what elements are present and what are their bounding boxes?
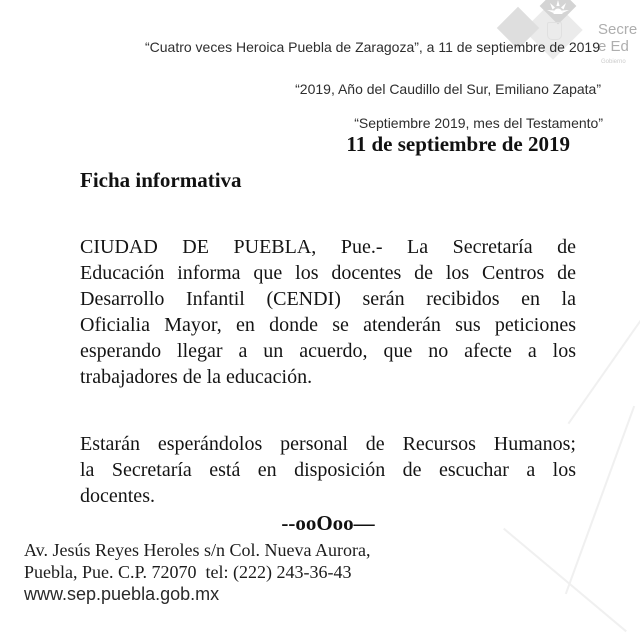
paragraph-line: la Secretaría está en disposición de escuchar a los <box>80 459 576 481</box>
end-of-document-divider: --ooOoo— <box>281 511 375 535</box>
watermark-text-line1: Secre <box>598 21 638 38</box>
header-month-motto-line: “Septiembre 2019, mes del Testamento” <box>354 115 603 131</box>
header-city-date-line: “Cuatro veces Heroica Puebla de Zaragoza”, a 11 de septiembre de 2019 <box>144 39 600 55</box>
footer-address-line2: Puebla, Pue. C.P. 72070 tel: (222) 243-36-43 <box>24 562 352 582</box>
footer-address-line1: Av. Jesús Reyes Heroles s/n Col. Nueva Aurora, <box>24 540 371 560</box>
paragraph-line: trabajadores de la educación. <box>80 366 313 388</box>
paragraph-line: Oficialia Mayor, en donde se atenderán sus peticiones <box>80 314 576 336</box>
paragraph-line: Estarán esperándolos personal de Recursos Humanos; <box>80 433 576 455</box>
watermark-stroke <box>503 528 627 632</box>
header-year-motto-line: “2019, Año del Caudillo del Sur, Emiliano Zapata” <box>295 81 601 97</box>
document-date: 11 de septiembre de 2019 <box>346 132 570 156</box>
paragraph-line: Educación informa que los docentes de los Centros de <box>80 262 576 284</box>
shield-emblem-icon <box>547 22 562 40</box>
watermark-text-line2: e Ed <box>598 38 629 55</box>
paragraph-line: Desarrollo Infantil (CENDI) serán recibidos en la <box>80 288 576 310</box>
footer-website: www.sep.puebla.gob.mx <box>24 584 220 604</box>
body-paragraph-2 <box>80 431 576 509</box>
page-title: Ficha informativa <box>80 168 242 192</box>
paragraph-line: docentes. <box>80 485 155 507</box>
body-paragraph-1 <box>80 234 576 390</box>
sun-icon <box>546 0 570 14</box>
watermark-stroke <box>568 276 640 425</box>
paragraph-line: esperando llegar a un acuerdo, que no afecte a los <box>80 340 576 362</box>
paragraph-line: CIUDAD DE PUEBLA, Pue.- La Secretaría de <box>80 236 576 258</box>
watermark-text-tiny: Gobierno <box>601 59 626 65</box>
